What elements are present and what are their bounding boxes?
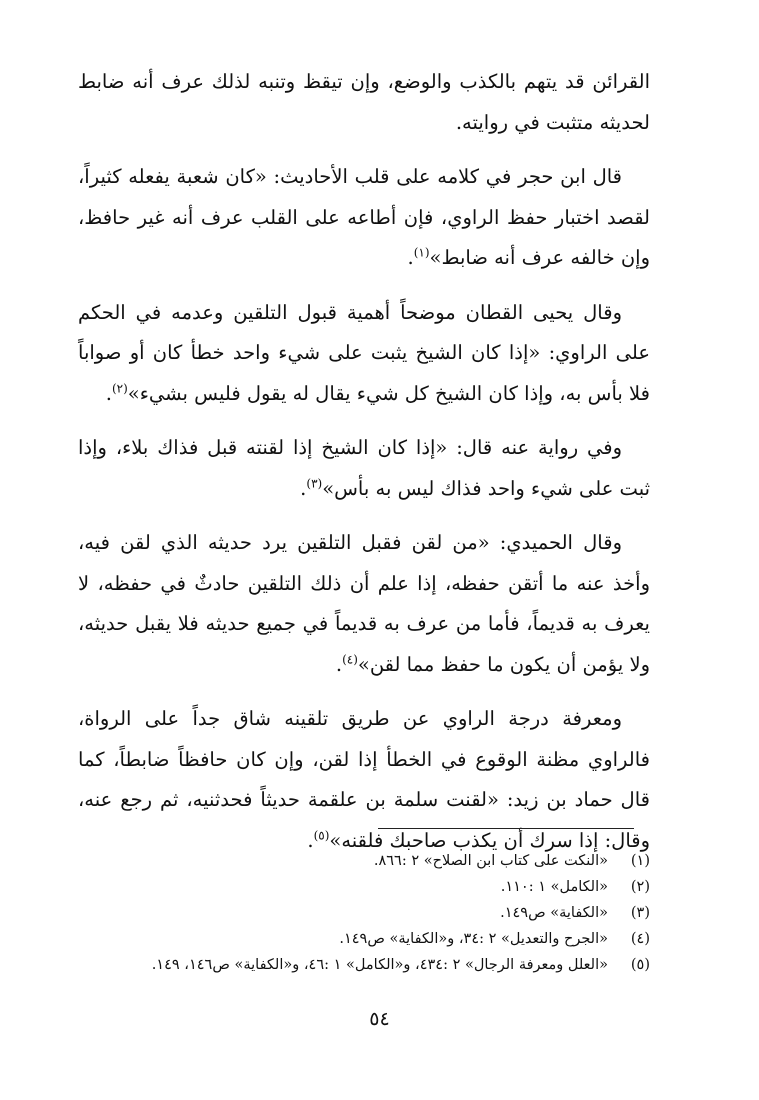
footnote-item	[84, 900, 650, 926]
paragraph-6	[78, 699, 650, 861]
footnote-text: «النكت على كتاب ابن الصلاح» ٢ :٨٦٦.	[373, 853, 608, 869]
footnote-number: (٤)	[630, 931, 650, 947]
paragraph-text: وفي رواية عنه قال: «إذا كان الشيخ إذا لقنته قبل فذاك بلاء، وإذا ثبت على شيء واحد فذاك ليس به بأس»	[78, 436, 650, 500]
footnote-number: (٣)	[630, 905, 650, 921]
footnote-number: (٢)	[630, 879, 650, 895]
footnote-ref[interactable]: (٥)	[313, 828, 330, 842]
footnote-text: «الكفاية» ص١٤٩.	[500, 905, 608, 921]
paragraph-5	[78, 523, 650, 685]
footnote-item	[84, 952, 650, 978]
main-text	[78, 62, 650, 875]
paragraph-text: وقال الحميدي: «من لقن فقبل التلقين يرد حديثه الذي لقن فيه، وأخذ عنه ما أتقن حفظه، إذا علم أن ذلك التلقين حادثٌ في حفظه، لا يعرف به قديماً، فأما من عرف به قديماً في جميع حديثه فلا يقبل حديثه، ولا يؤمن أن يكون ما حفظ مما لقن»	[78, 531, 650, 676]
footnote-text: «الجرح والتعديل» ٢ :٣٤، و«الكفاية» ص١٤٩.	[339, 931, 608, 947]
footnote-separator	[378, 828, 634, 829]
paragraph-text: القرائن قد يتهم بالكذب والوضع، وإن تيقظ وتنبه لذلك عرف أنه ضابط لحديثه متثبت في روايته.	[78, 70, 650, 134]
paragraph-text: ومعرفة درجة الراوي عن طريق تلقينه شاق جداً على الرواة، فالراوي مظنة الوقوع في الخطأ إذا لقن، وإن كان حافظاً ضابطاً، كما قال حماد بن زيد: «لقنت سلمة بن علقمة حديثاً فحدثنيه، ثم رجع عنه، وقال: إذا سرك أن يكذب صاحبك فلقنه»	[78, 707, 650, 852]
footnote-text: «الكامل» ١ :١١٠.	[500, 879, 608, 895]
paragraph-end: .	[335, 652, 343, 676]
footnote-number: (١)	[630, 853, 650, 869]
paragraph-end: .	[407, 246, 414, 269]
paragraph-4	[78, 428, 650, 509]
footnote-number: (٥)	[630, 957, 650, 973]
paragraph-end: .	[105, 381, 112, 405]
footnote-item	[84, 874, 650, 900]
footnote-ref[interactable]: (٢)	[111, 381, 128, 395]
footnote-ref[interactable]: (٣)	[306, 476, 323, 490]
paragraph-2	[78, 157, 650, 279]
paragraph-text: وقال يحيى القطان موضحاً أهمية قبول التلقين وعدمه في الحكم على الراوي: «إذا كان الشيخ يثبت على شيء واحد خطأ كان أو صواباً فلا بأس به، وإذا كان الشيخ كل شيء يقال له يقول فليس بشيء»	[78, 300, 650, 405]
footnotes-list	[84, 848, 650, 978]
paragraph-end: .	[300, 476, 307, 500]
footnote-item	[84, 848, 650, 874]
paragraph-3	[78, 293, 650, 415]
page-number: ٥٤	[369, 1008, 390, 1030]
footnote-text: «العلل ومعرفة الرجال» ٢ :٤٣٤، و«الكامل» ١ :٤٦، و«الكفاية» ص١٤٦، ١٤٩.	[151, 957, 608, 973]
footnote-item	[84, 926, 650, 952]
footnote-ref[interactable]: (١)	[413, 245, 430, 260]
paragraph-1	[78, 62, 650, 143]
footnote-ref[interactable]: (٤)	[342, 652, 358, 666]
paragraph-text: قال ابن حجر في كلامه على قلب الأحاديث: «كان شعبة يفعله كثيراً، لقصد اختبار حفظ الراوي، فإن أطاعه على القلب عرف أنه غير حافظ، وإن خالفه عرف أنه ضابط»	[78, 165, 650, 269]
paragraph-end: .	[307, 828, 314, 852]
